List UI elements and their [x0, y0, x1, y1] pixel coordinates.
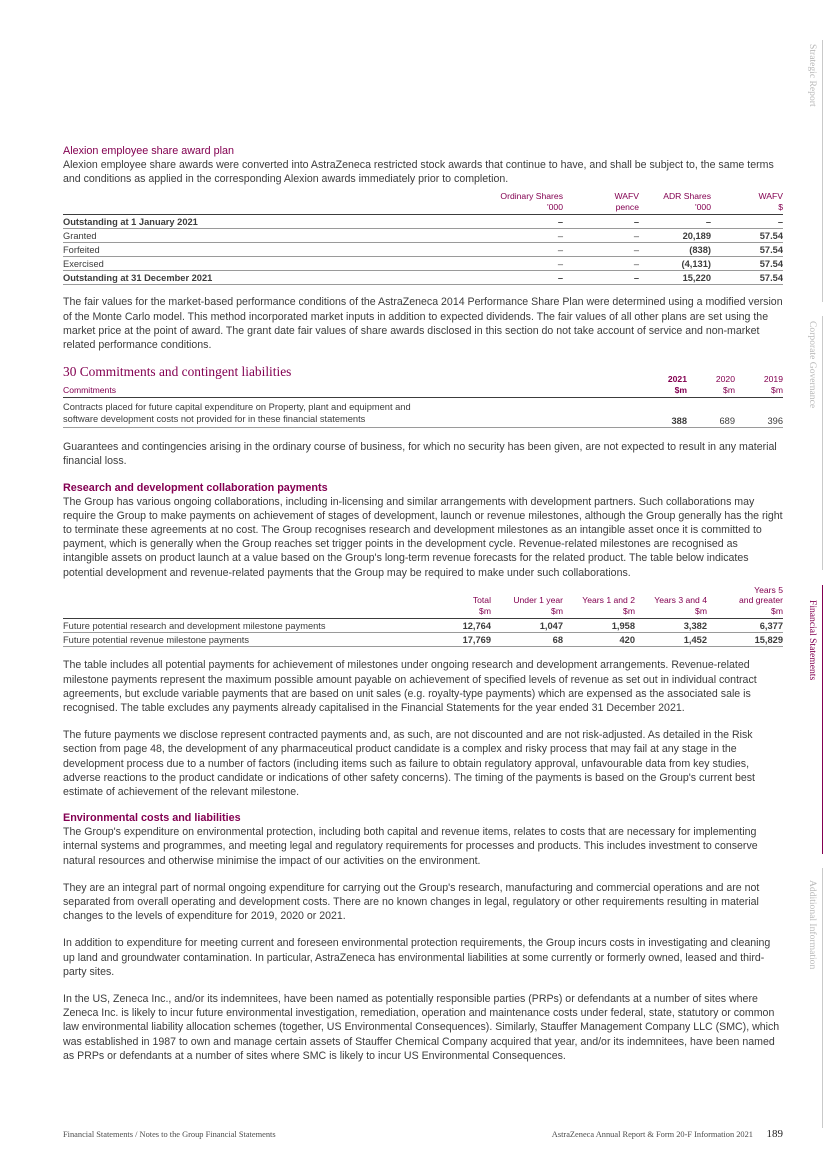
alexion-heading: Alexion employee share award plan	[63, 145, 235, 157]
col-2020: 2020 $m	[687, 374, 735, 398]
footer-breadcrumb: Financial Statements / Notes to the Group Financial Statements	[63, 1130, 276, 1139]
commitments-label: Commitments	[63, 374, 639, 398]
col-2021: 2021 $m	[639, 374, 687, 398]
table-row: Future potential revenue milestone payments 17,769 68 420 1,452 15,829	[63, 634, 783, 645]
environmental-paragraph-4: In the US, Zeneca Inc., and/or its indemnitees, have been named as potentially responsible parties (PRPs) or defendants at a number of sites where Zeneca Inc. is likely to incur future environmental investigation, remediation, operation and maintenance costs under federal, state, statutory or common law environmental liability allocation schemes (together, US Environmental Consequences). Similarly, Stauffer Management Company LLC (SMC), which was established in 1987 to own and manage certain assets of Stauffer Chemical Company acquired that year, and/or its indemnitees, have been named as PRPs or defendants at a number of sites where SMC is likely to incur US Environmental Consequences.	[63, 993, 780, 1062]
section-heading: 30 Commitments and contingent liabilities	[63, 364, 292, 380]
environmental-paragraph-3: In addition to expenditure for meeting current and foreseen environmental protection requirements, the Group incurs costs in investigating and cleaning up land and groundwater contamination. In particular, AstraZeneca has environmental liabilities at some currently or formerly owned, leased and third-party sites.	[63, 937, 771, 978]
col-wafv-pence: WAFV pence	[563, 191, 639, 215]
sidebar-item-additional-information[interactable]: Additional Information	[807, 880, 818, 970]
environmental-heading: Environmental costs and liabilities	[63, 812, 241, 825]
table-row: Forfeited – – (838) 57.54	[63, 244, 783, 255]
col-years-1-2: Years 1 and 2 $m	[563, 585, 635, 619]
table-row: Future potential research and development milestone payments 12,764 1,047 1,958 3,382 6,377	[63, 620, 783, 631]
rnd-paragraph-2: The table includes all potential payments for achievement of milestones under ongoing research and development arrangements. Revenue-related milestone payments represent the maximum possible amount payable on achievement of specified levels of revenue as set out in individual contract agreements, but exclude variable payments that are based on unit sales (e.g. royalty-type payments) which are expensed as the associated sale is recognised. The table excludes any payments already capitalised in the Financial Statements for the year ended 31 December 2021.	[63, 659, 757, 714]
col-wafv-dollar: WAFV $	[711, 191, 783, 215]
commitments-table	[63, 374, 783, 428]
fair-value-paragraph: The fair values for the market-based performance conditions of the AstraZeneca 2014 Performance Share Plan were determined using a modified version of the Monte Carlo model. This method incorporated market inputs in addition to expected dividends. The fair values of all other plans are set using the market price at the point of award. The grant date fair values of share awards disclosed in this section do not take account of service and non-market related performance conditions.	[63, 296, 783, 352]
table-row: Outstanding at 1 January 2021 – – – –	[63, 216, 783, 227]
table-row: Contracts placed for future capital expenditure on Property, plant and equipment and software development costs not provided for in these financial statements 388 689 396	[63, 398, 783, 428]
col-adr-shares: ADR Shares '000	[639, 191, 711, 215]
rnd-heading: Research and development collaboration payments	[63, 481, 328, 494]
sidebar-divider	[822, 868, 823, 1128]
page-footer	[63, 1128, 783, 1142]
col-years-3-4: Years 3 and 4 $m	[635, 585, 707, 619]
col-under-1-year: Under 1 year $m	[491, 585, 563, 619]
col-2019: 2019 $m	[735, 374, 783, 398]
rnd-milestones-table	[63, 585, 783, 648]
sidebar-divider	[822, 316, 823, 570]
guarantees-paragraph: Guarantees and contingencies arising in the ordinary course of business, for which no security has been given, are not expected to result in any material financial loss.	[63, 441, 777, 468]
environmental-paragraph-1: The Group's expenditure on environmental protection, including both capital and revenue items, relates to costs that are necessary for implementing internal systems and programmes, and meeting legal and regulatory requirements for processes and products. This includes investment to conserve natural resources and otherwise minimise the impact of our activities on the environment.	[63, 826, 758, 867]
page-number: 189	[766, 1128, 783, 1140]
sidebar-divider	[822, 40, 823, 302]
environmental-paragraph-2: They are an integral part of normal ongoing expenditure for carrying out the Group's research, manufacturing and commercial operations and are not separated from overall operating and development costs. There are no known changes in legal, regulatory or other requirements resulting in material changes to the levels of expenditure for 2019, 2020 or 2021.	[63, 881, 760, 923]
table-row: Outstanding at 31 December 2021 – – 15,220 57.54	[63, 272, 783, 283]
page-content	[63, 144, 783, 1063]
table-row: Exercised – – (4,131) 57.54	[63, 258, 783, 269]
commitments-section	[63, 364, 783, 428]
alexion-intro: Alexion employee share awards were converted into AstraZeneca restricted stock awards that continue to have, and shall be subject to, the same terms and conditions as applied in the corresponding Alexion awards immediately prior to completion.	[63, 159, 774, 186]
table-row: Granted – – 20,189 57.54	[63, 230, 783, 241]
sidebar-item-strategic-report[interactable]: Strategic Report	[807, 44, 818, 107]
rnd-paragraph: The Group has various ongoing collaborations, including in-licensing and similar arrangements with development partners. Such collaborations may require the Group to make payments on achievement of stages of development, launch or revenue milestones, although the Group generally has the right to terminate these agreements at no cost. The Group recognises research and development milestones as an intangible asset once it is committed to payment, which is generally when the Group reaches set trigger points in the development cycle. Revenue-related milestones are recognised as intangible assets on product launch at a value based on the Group's long-term revenue forecasts for the related product. The table below indicates potential development and revenue-related payments that the Group may be required to make under such collaborations.	[63, 495, 783, 579]
sidebar-item-financial-statements[interactable]: Financial Statements	[807, 600, 818, 681]
sidebar-divider-active	[822, 585, 823, 854]
col-years-5-plus: Years 5 and greater $m	[707, 585, 783, 619]
col-total: Total $m	[423, 585, 491, 619]
section-sidebar	[798, 0, 826, 1168]
rnd-paragraph-3: The future payments we disclose represent contracted payments and, as such, are not discounted and are not risk-adjusted. As detailed in the Risk section from page 48, the development of any pharmaceutical product candidate is a complex and risky process that may fail at any stage in the development process due to a number of factors (including items such as failure to obtain regulatory approval, unfavourable data from key studies, adverse reactions to the product candidate or indications of other safety concerns). The timing of the payments is based on the Group's current best estimate of achievement of the relevant milestone.	[63, 729, 755, 798]
alexion-share-table	[63, 191, 783, 285]
col-ordinary-shares: Ordinary Shares '000	[479, 191, 563, 215]
sidebar-item-corporate-governance[interactable]: Corporate Governance	[807, 321, 818, 409]
footer-report-title: AstraZeneca Annual Report & Form 20-F Information 2021	[551, 1130, 753, 1139]
